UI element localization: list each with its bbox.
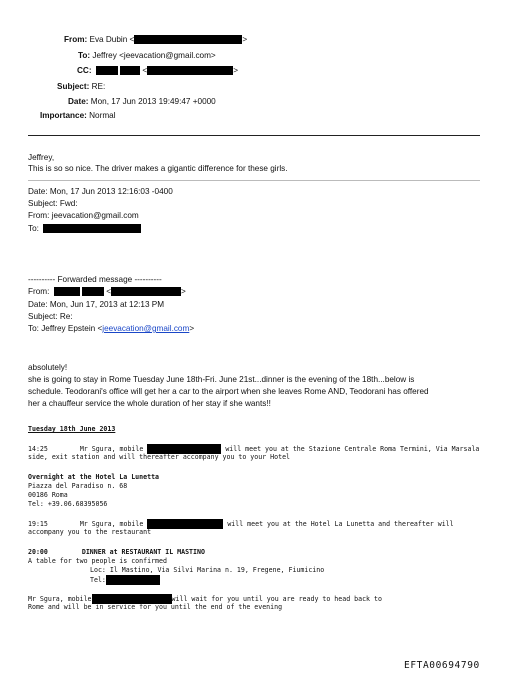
redaction-bar <box>134 35 242 44</box>
event-text: will meet you at the Stazione Centrale Roma Termini, Via Marsala <box>225 445 480 453</box>
dinner-line: A table for two people is confirmed <box>28 557 167 565</box>
dinner-heading: 20:00 DINNER at RESTAURANT IL MASTINO <box>28 548 205 556</box>
hotel-address: Piazza del Paradiso n. 68 <box>28 482 128 490</box>
header-to-row <box>78 51 216 61</box>
cc-label: CC: <box>77 66 92 75</box>
message-line: she is going to stay in Rome Tuesday June 18th-Fri. June 21st...dinner is the evening of the 18th...below is <box>28 375 415 384</box>
to-label: To: <box>78 51 91 60</box>
redaction-bar <box>147 66 233 75</box>
quoted-subject: Subject: Fwd: <box>28 199 78 208</box>
dinner-location: Loc: Il Mastino, Via Silvi Marina n. 19, Fregene, Fiumicino <box>90 566 325 574</box>
event-contact: Mr Sgura, mobile <box>79 520 144 528</box>
redaction-bar <box>120 66 140 75</box>
event-text-cont: Rome and will be in service for you until the end of the evening <box>28 603 283 611</box>
event-text: will meet you at the Hotel La Lunetta and thereafter will <box>227 520 454 528</box>
quoted-to-row <box>28 224 141 235</box>
day-heading: Tuesday 18th June 2013 <box>28 425 116 433</box>
redaction-bar <box>54 287 80 296</box>
redaction-bar <box>96 66 118 75</box>
reply-line: This is so so nice. The driver makes a gigantic difference for these girls. <box>28 164 288 173</box>
message-line: her a chauffeur service the whole duration of her stay if she wants!! <box>28 399 271 408</box>
header-importance-row <box>40 111 116 121</box>
dinner-phone-row: Tel: <box>90 575 160 585</box>
to-value: Jeffrey <jeevacation@gmail.com> <box>92 51 216 60</box>
from-label: From: <box>64 35 88 44</box>
forwarded-to-row: To: Jeffrey Epstein <jeevacation@gmail.com> <box>28 324 195 333</box>
redaction-bar <box>111 287 181 296</box>
message-line: schedule. Teodorani's office will get her a car to the airport when she leaves Rome AND, Teodorani has offered <box>28 387 429 396</box>
forwarded-from-row: From: < > <box>28 287 186 296</box>
header-subject-row <box>57 82 105 92</box>
importance-label: Importance: <box>40 111 87 120</box>
bates-number: EFTA00694790 <box>404 660 480 671</box>
forwarded-banner: ---------- Forwarded message ---------- <box>28 275 162 284</box>
importance-value: Normal <box>89 111 116 120</box>
event-contact: Mr Sgura, mobile <box>79 445 144 453</box>
redaction-bar <box>82 287 104 296</box>
redaction-bar <box>43 224 141 233</box>
quoted-date: Date: Mon, 17 Jun 2013 12:16:03 -0400 <box>28 187 173 196</box>
date-label: Date: <box>68 97 89 106</box>
message-line: absolutely! <box>28 363 68 372</box>
redaction-bar <box>106 575 160 585</box>
header-from-row: From: Eva Dubin < > <box>64 35 248 44</box>
event-text: will wait for you until you are ready to head back to <box>171 595 382 603</box>
subject-value: RE: <box>91 82 106 91</box>
hotel-title: Overnight at the Hotel La Lunetta <box>28 473 160 481</box>
reply-greeting: Jeffrey, <box>28 153 55 162</box>
forwarded-subject: Subject: Re: <box>28 312 73 321</box>
header-divider <box>28 135 480 136</box>
event-text-cont: side, exit station and will thereafter accompany you to your Hotel <box>28 453 291 461</box>
event-contact: Mr Sgura, mobile <box>28 595 92 603</box>
header-cc-row: CC: < > <box>77 66 238 75</box>
event-time: 19:15 <box>28 520 48 528</box>
hotel-phone: Tel: +39.06.68395056 <box>28 500 108 508</box>
quote-divider <box>28 180 480 181</box>
hotel-address: 00186 Roma <box>28 491 68 499</box>
forwarded-from-label: From: <box>28 287 50 296</box>
redaction-bar <box>147 519 223 529</box>
forwarded-date: Date: Mon, Jun 17, 2013 at 12:13 PM <box>28 300 165 309</box>
subject-label: Subject: <box>57 82 90 91</box>
from-value: Eva Dubin < <box>89 35 135 44</box>
quoted-to: To: <box>28 224 39 233</box>
date-value: Mon, 17 Jun 2013 19:49:47 +0000 <box>90 97 216 106</box>
event-time: 14:25 <box>28 445 48 453</box>
email-link[interactable]: jeevacation@gmail.com <box>102 324 190 333</box>
event-text-cont: accompany you to the restaurant <box>28 528 152 536</box>
header-date-row <box>68 97 216 107</box>
quoted-from: From: jeevacation@gmail.com <box>28 211 139 220</box>
